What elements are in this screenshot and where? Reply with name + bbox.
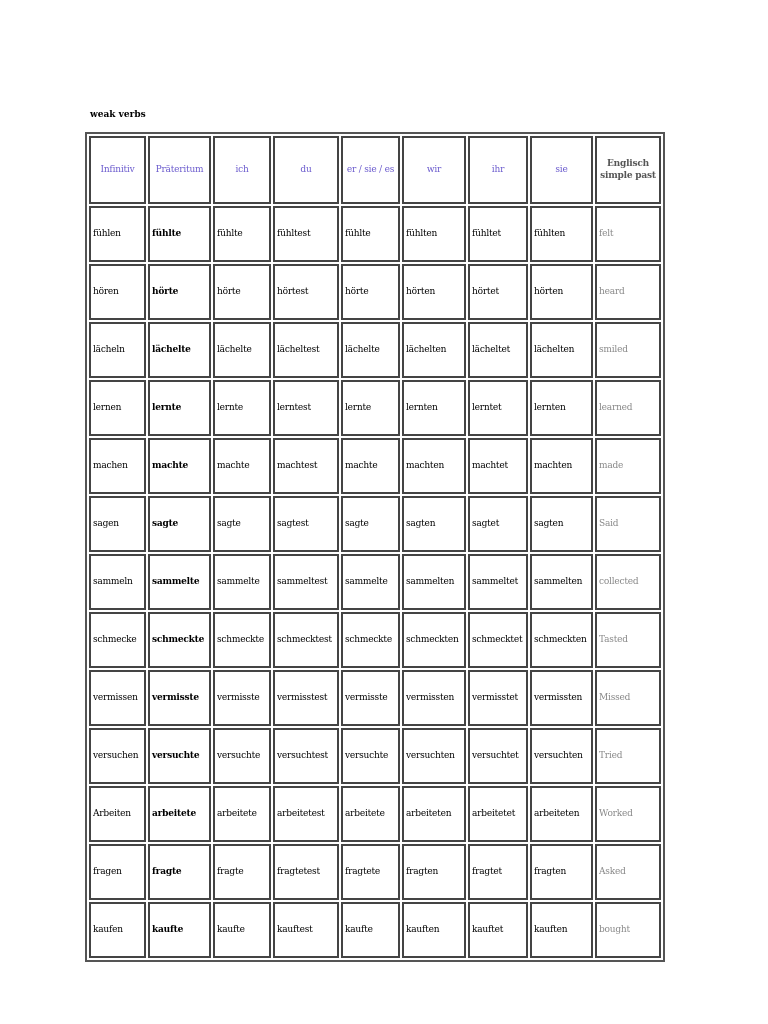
header-sie: sie	[530, 136, 593, 204]
cell-praeteritum: lächelte	[148, 322, 211, 378]
cell-du: vermisstest	[273, 670, 339, 726]
cell-praeteritum: sagte	[148, 496, 211, 552]
cell-ich: hörte	[213, 264, 271, 320]
cell-infinitiv: vermissen	[89, 670, 146, 726]
cell-ihr: schmecktet	[468, 612, 528, 668]
cell-praeteritum: vermisste	[148, 670, 211, 726]
table-row	[89, 902, 661, 958]
header-english: Englisch simple past	[595, 136, 661, 204]
cell-english: Tasted	[595, 612, 661, 668]
cell-du: sammeltest	[273, 554, 339, 610]
cell-du: sagtest	[273, 496, 339, 552]
cell-english: Worked	[595, 786, 661, 842]
cell-wir: lächelten	[402, 322, 466, 378]
cell-wir: hörten	[402, 264, 466, 320]
cell-ihr: sagtet	[468, 496, 528, 552]
cell-er-sie-es: versuchte	[341, 728, 400, 784]
cell-ich: kaufte	[213, 902, 271, 958]
cell-sie: lernten	[530, 380, 593, 436]
cell-ich: fühlte	[213, 206, 271, 262]
table-row	[89, 728, 661, 784]
cell-praeteritum: sammelte	[148, 554, 211, 610]
cell-ich: machte	[213, 438, 271, 494]
cell-du: fragtetest	[273, 844, 339, 900]
cell-ihr: arbeitetet	[468, 786, 528, 842]
cell-ihr: versuchtet	[468, 728, 528, 784]
cell-praeteritum: fühlte	[148, 206, 211, 262]
cell-praeteritum: machte	[148, 438, 211, 494]
cell-english: collected	[595, 554, 661, 610]
cell-english: bought	[595, 902, 661, 958]
cell-er-sie-es: lächelte	[341, 322, 400, 378]
cell-er-sie-es: lernte	[341, 380, 400, 436]
cell-english: Missed	[595, 670, 661, 726]
cell-er-sie-es: vermisste	[341, 670, 400, 726]
table-row	[89, 554, 661, 610]
cell-sie: fragten	[530, 844, 593, 900]
cell-ich: vermisste	[213, 670, 271, 726]
cell-wir: schmeckten	[402, 612, 466, 668]
cell-english: made	[595, 438, 661, 494]
cell-english: Said	[595, 496, 661, 552]
cell-praeteritum: schmeckte	[148, 612, 211, 668]
cell-er-sie-es: schmeckte	[341, 612, 400, 668]
table-row	[89, 322, 661, 378]
cell-infinitiv: sagen	[89, 496, 146, 552]
cell-wir: versuchten	[402, 728, 466, 784]
cell-wir: machten	[402, 438, 466, 494]
cell-er-sie-es: fühlte	[341, 206, 400, 262]
header-er-sie-es: er / sie / es	[341, 136, 400, 204]
cell-sie: schmeckten	[530, 612, 593, 668]
cell-wir: arbeiteten	[402, 786, 466, 842]
table-row	[89, 380, 661, 436]
cell-sie: versuchten	[530, 728, 593, 784]
cell-ihr: lerntet	[468, 380, 528, 436]
cell-wir: fühlten	[402, 206, 466, 262]
cell-ihr: lächeltet	[468, 322, 528, 378]
cell-infinitiv: machen	[89, 438, 146, 494]
cell-ich: versuchte	[213, 728, 271, 784]
cell-ich: fragte	[213, 844, 271, 900]
cell-er-sie-es: arbeitete	[341, 786, 400, 842]
cell-sie: lächelten	[530, 322, 593, 378]
table-body	[89, 206, 661, 958]
cell-sie: fühlten	[530, 206, 593, 262]
page-title: weak verbs	[90, 110, 146, 120]
cell-er-sie-es: kaufte	[341, 902, 400, 958]
cell-wir: sagten	[402, 496, 466, 552]
cell-praeteritum: hörte	[148, 264, 211, 320]
cell-infinitiv: lernen	[89, 380, 146, 436]
cell-du: machtest	[273, 438, 339, 494]
header-ich: ich	[213, 136, 271, 204]
cell-ihr: machtet	[468, 438, 528, 494]
cell-wir: vermissten	[402, 670, 466, 726]
cell-er-sie-es: sagte	[341, 496, 400, 552]
cell-er-sie-es: sammelte	[341, 554, 400, 610]
cell-english: Asked	[595, 844, 661, 900]
cell-english: smiled	[595, 322, 661, 378]
cell-ihr: vermisstet	[468, 670, 528, 726]
header-wir: wir	[402, 136, 466, 204]
cell-ich: schmeckte	[213, 612, 271, 668]
cell-infinitiv: lächeln	[89, 322, 146, 378]
cell-sie: kauften	[530, 902, 593, 958]
cell-ihr: sammeltet	[468, 554, 528, 610]
header-ihr: ihr	[468, 136, 528, 204]
cell-praeteritum: fragte	[148, 844, 211, 900]
cell-infinitiv: Arbeiten	[89, 786, 146, 842]
cell-infinitiv: versuchen	[89, 728, 146, 784]
cell-infinitiv: sammeln	[89, 554, 146, 610]
table-row	[89, 206, 661, 262]
cell-english: Tried	[595, 728, 661, 784]
cell-er-sie-es: machte	[341, 438, 400, 494]
cell-infinitiv: fragen	[89, 844, 146, 900]
table-row	[89, 670, 661, 726]
cell-wir: fragten	[402, 844, 466, 900]
cell-infinitiv: hören	[89, 264, 146, 320]
cell-ihr: kauftet	[468, 902, 528, 958]
cell-ihr: hörtet	[468, 264, 528, 320]
table-header-row	[89, 136, 661, 204]
cell-er-sie-es: fragtete	[341, 844, 400, 900]
cell-wir: lernten	[402, 380, 466, 436]
cell-praeteritum: kaufte	[148, 902, 211, 958]
cell-praeteritum: versuchte	[148, 728, 211, 784]
cell-du: hörtest	[273, 264, 339, 320]
table-row	[89, 844, 661, 900]
cell-du: lächeltest	[273, 322, 339, 378]
cell-sie: sagten	[530, 496, 593, 552]
cell-infinitiv: schmecke	[89, 612, 146, 668]
cell-praeteritum: arbeitete	[148, 786, 211, 842]
cell-ich: arbeitete	[213, 786, 271, 842]
table-row	[89, 612, 661, 668]
table-row	[89, 786, 661, 842]
cell-sie: machten	[530, 438, 593, 494]
cell-ich: sagte	[213, 496, 271, 552]
cell-english: heard	[595, 264, 661, 320]
cell-ich: lernte	[213, 380, 271, 436]
cell-ich: sammelte	[213, 554, 271, 610]
cell-du: lerntest	[273, 380, 339, 436]
cell-sie: arbeiteten	[530, 786, 593, 842]
cell-du: arbeitetest	[273, 786, 339, 842]
cell-er-sie-es: hörte	[341, 264, 400, 320]
cell-infinitiv: fühlen	[89, 206, 146, 262]
cell-wir: kauften	[402, 902, 466, 958]
cell-sie: vermissten	[530, 670, 593, 726]
cell-english: learned	[595, 380, 661, 436]
verb-conjugation-table	[85, 132, 665, 962]
table-row	[89, 264, 661, 320]
cell-wir: sammelten	[402, 554, 466, 610]
table-row	[89, 438, 661, 494]
cell-praeteritum: lernte	[148, 380, 211, 436]
header-du: du	[273, 136, 339, 204]
cell-du: fühltest	[273, 206, 339, 262]
cell-du: kauftest	[273, 902, 339, 958]
cell-du: versuchtest	[273, 728, 339, 784]
cell-ich: lächelte	[213, 322, 271, 378]
cell-english: felt	[595, 206, 661, 262]
header-praeteritum: Präteritum	[148, 136, 211, 204]
cell-du: schmecktest	[273, 612, 339, 668]
cell-ihr: fühltet	[468, 206, 528, 262]
header-infinitiv: Infinitiv	[89, 136, 146, 204]
cell-ihr: fragtet	[468, 844, 528, 900]
table-row	[89, 496, 661, 552]
cell-sie: hörten	[530, 264, 593, 320]
cell-infinitiv: kaufen	[89, 902, 146, 958]
cell-sie: sammelten	[530, 554, 593, 610]
